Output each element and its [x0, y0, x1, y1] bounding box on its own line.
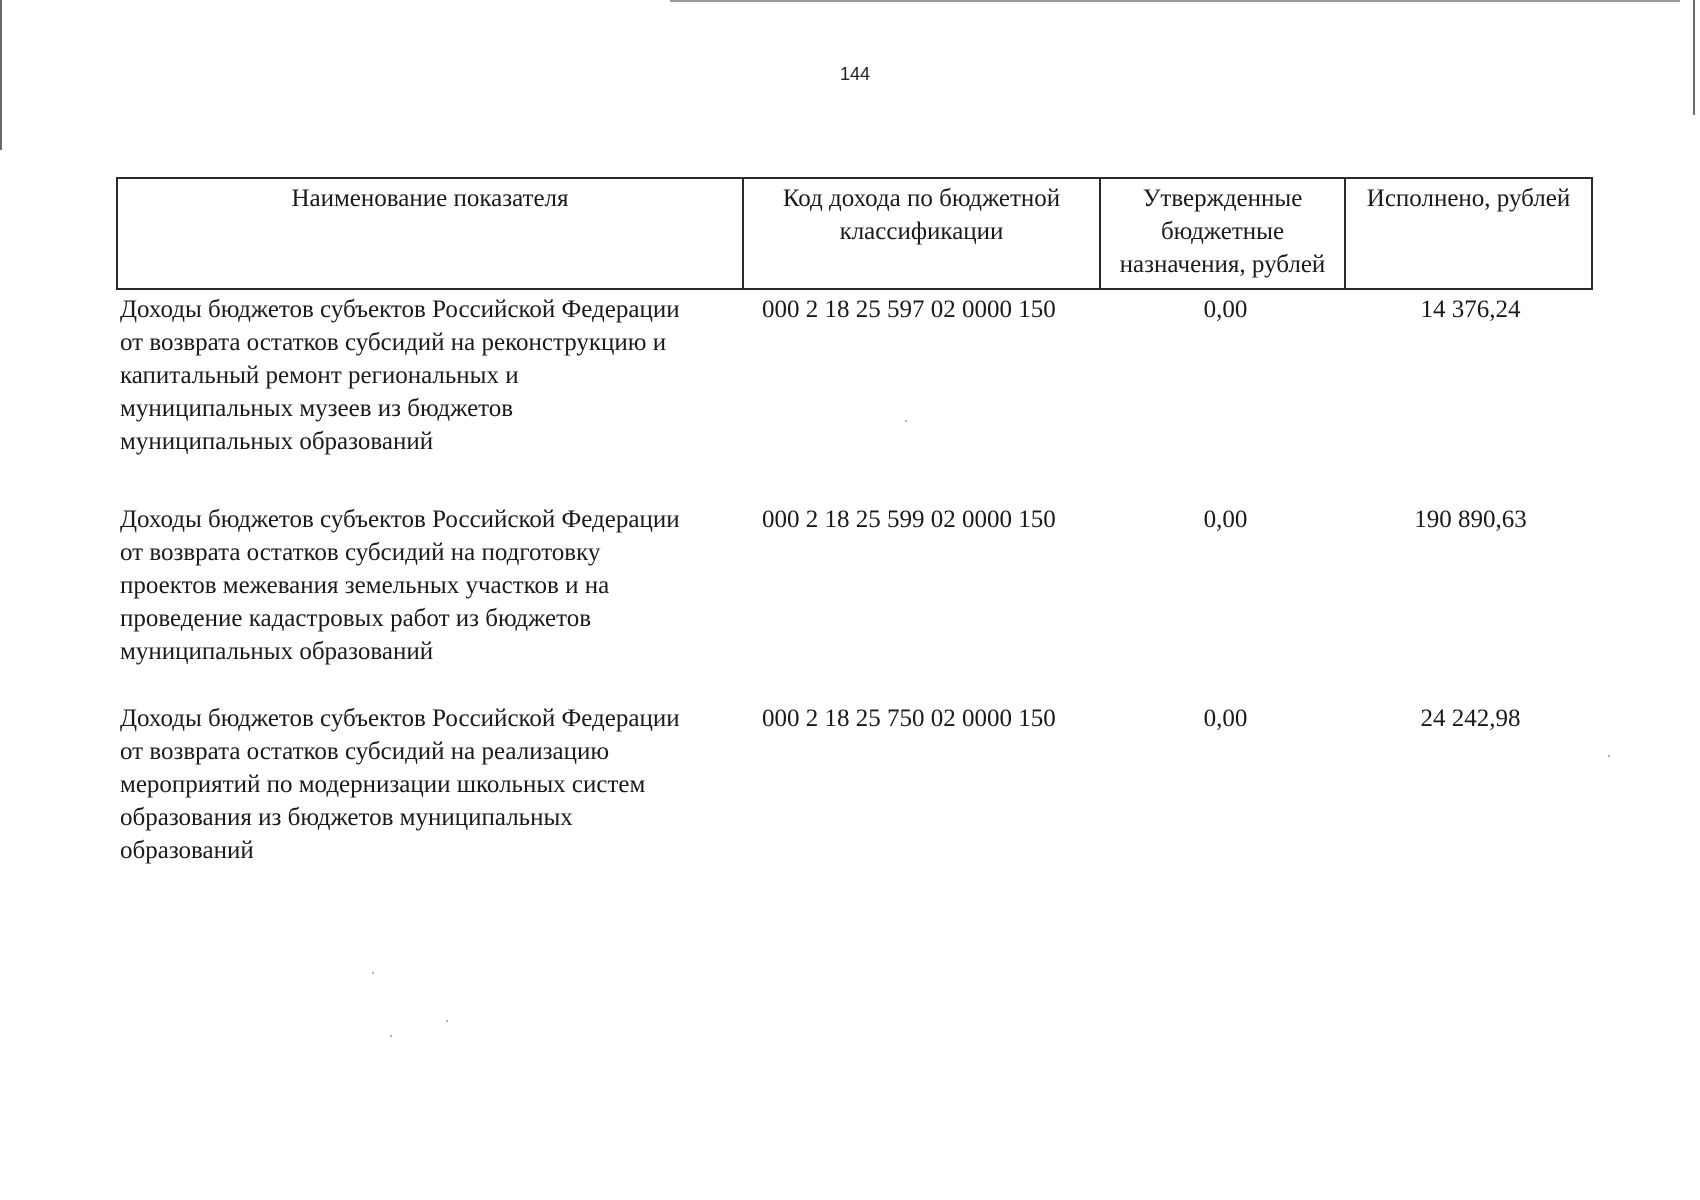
row-name-line: капитальный ремонт региональных и [120, 362, 519, 389]
header-name-line: Наименование показателя [291, 185, 569, 212]
row-code: 000 2 18 25 750 02 0000 150 [762, 705, 1056, 732]
row-name [120, 293, 745, 458]
scan-speck [1608, 755, 1610, 757]
row-executed: 14 376,24 [1420, 296, 1521, 323]
scan-edge-right [1693, 0, 1695, 115]
row-executed: 24 242,98 [1420, 705, 1521, 732]
table-header [116, 177, 1593, 290]
scan-speck [390, 1035, 392, 1037]
row-name-line: Доходы бюджетов субъектов Российской Федерации [120, 296, 680, 323]
scan-edge-top [670, 0, 1680, 2]
row-code: 000 2 18 25 599 02 0000 150 [762, 506, 1056, 533]
header-approved [1101, 179, 1346, 288]
row-code: 000 2 18 25 597 02 0000 150 [762, 296, 1056, 323]
row-name-line: от возврата остатков субсидий на подготовку [120, 539, 601, 566]
row-name-line: муниципальных образований [120, 638, 434, 665]
row-name-line: проектов межевания земельных участков и на [120, 572, 610, 599]
header-code [744, 179, 1101, 288]
scan-speck [905, 420, 907, 422]
page-number: 144 [839, 64, 871, 84]
row-name [120, 503, 745, 668]
header-approved-line: Утвержденные [1142, 185, 1303, 212]
scan-speck [372, 972, 374, 974]
header-executed-line: Исполнено, рублей [1366, 185, 1571, 212]
row-name-line: от возврата остатков субсидий на реконструкцию и [120, 329, 667, 356]
row-approved: 0,00 [1203, 506, 1248, 533]
header-approved-line: бюджетные [1160, 218, 1285, 245]
row-name-line: муниципальных образований [120, 428, 434, 455]
header-name [118, 179, 744, 288]
row-name-line: Доходы бюджетов субъектов Российской Федерации [120, 705, 680, 732]
header-approved-line: назначения, рублей [1119, 251, 1326, 278]
row-name-line: образований [120, 837, 254, 864]
row-name-line: образования из бюджетов муниципальных [120, 804, 573, 831]
row-name-line: мероприятий по модернизации школьных систем [120, 771, 646, 798]
row-approved: 0,00 [1203, 705, 1248, 732]
header-code-line: классификации [839, 218, 1004, 245]
row-approved: 0,00 [1203, 296, 1248, 323]
scan-edge-left [0, 0, 2, 150]
scan-speck [446, 1020, 448, 1022]
row-executed: 190 890,63 [1414, 506, 1527, 533]
row-name-line: проведение кадастровых работ из бюджетов [120, 605, 592, 632]
row-name [120, 702, 745, 867]
header-executed [1346, 179, 1591, 288]
row-name-line: муниципальных музеев из бюджетов [120, 395, 514, 422]
header-code-line: Код дохода по бюджетной [782, 185, 1061, 212]
row-name-line: Доходы бюджетов субъектов Российской Федерации [120, 506, 680, 533]
row-name-line: от возврата остатков субсидий на реализацию [120, 738, 610, 765]
